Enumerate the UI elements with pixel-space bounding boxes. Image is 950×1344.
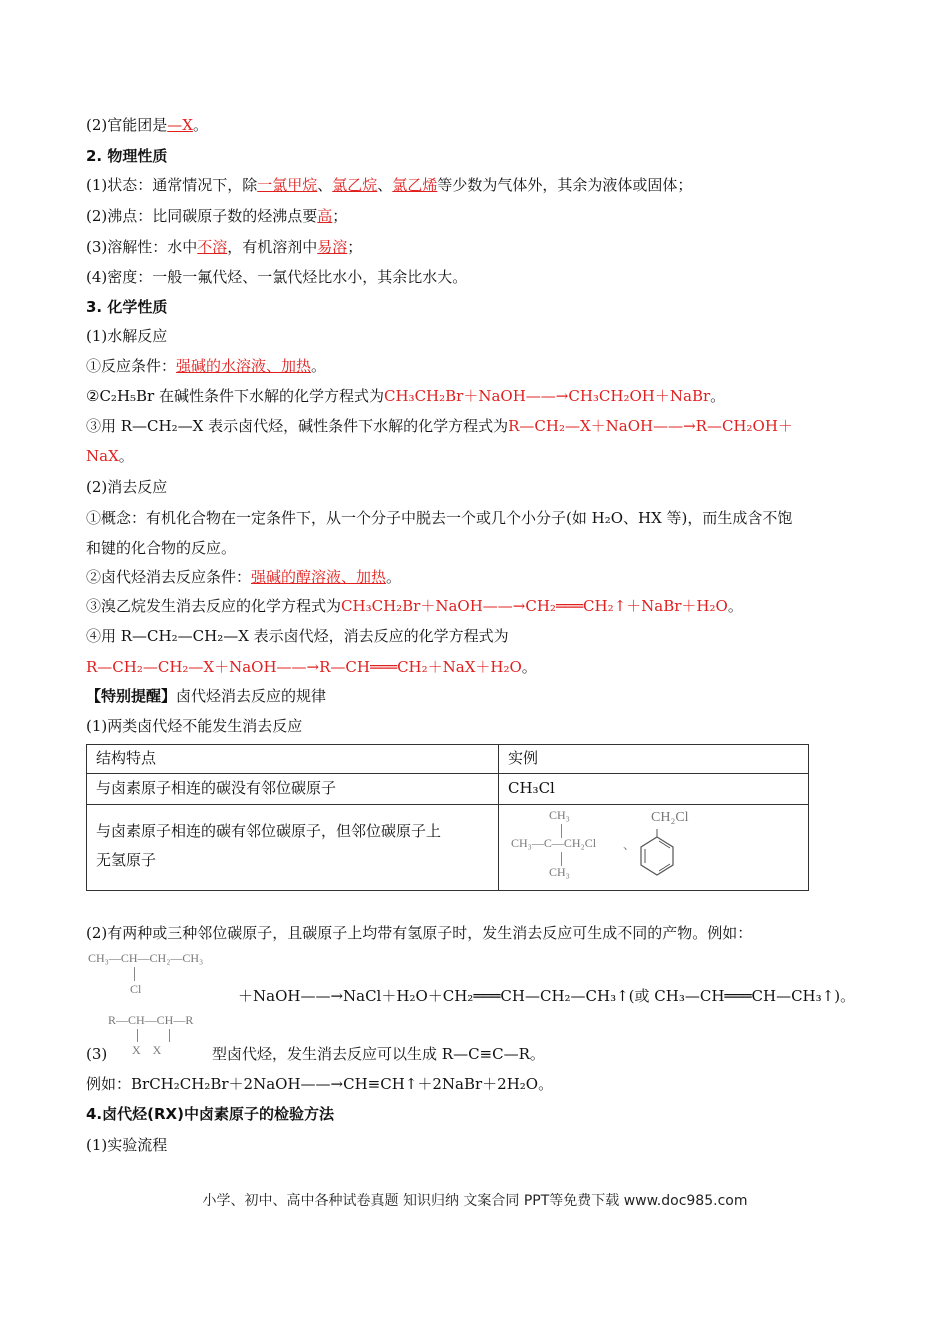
equation: CH₃CH₂Br＋NaOH——→CH₂═══CH₂↑＋NaBr＋H₂O xyxy=(341,597,728,615)
tip-item: (1)两类卤代烃不能发生消去反应 xyxy=(86,717,303,735)
concept-line-2: 和键的化合物的反应。 xyxy=(86,539,237,557)
structure-text: R—CH—CH—R xyxy=(108,1013,194,1027)
halogen-labels: X X xyxy=(132,1043,162,1057)
answer-blank: 一氯甲烷 xyxy=(257,176,318,194)
answer-blank: 高 xyxy=(317,207,333,225)
text: ③溴乙烷发生消去反应的化学方程式为 xyxy=(86,597,342,615)
bond xyxy=(561,852,562,866)
section-heading: 2. 物理性质 xyxy=(86,147,168,165)
answer-blank: 氯乙烯 xyxy=(392,176,438,194)
equation: R—CH₂—CH₂—X＋NaOH——→R—CH═══CH₂＋NaX＋H₂O xyxy=(86,658,522,676)
section-heading: 4.卤代烃(RX)中卤素原子的检验方法 xyxy=(86,1105,334,1123)
equation: R—CH₂—X＋NaOH——→R—CH₂OH＋ xyxy=(508,417,793,435)
equation: NaX xyxy=(86,447,119,465)
page-footer: 小学、初中、高中各种试卷真题 知识归纳 文案合同 PPT等免费下载 www.doc985.com xyxy=(202,1193,748,1209)
text: ； xyxy=(347,238,363,256)
text: ； xyxy=(332,207,348,225)
table-header: 结构特点 xyxy=(87,745,499,774)
elimination-title: (2)消去反应 xyxy=(86,478,168,496)
section-heading: 3. 化学性质 xyxy=(86,298,168,316)
density-line: (4)密度：一般一氟代烃、一氯代烃比水小，其余比水大。 xyxy=(86,268,468,286)
text: 。 xyxy=(192,116,208,134)
substituent-label: CH₂Cl xyxy=(651,810,689,825)
text: 。 xyxy=(710,387,726,405)
equation: CH₃CH₂Br＋NaOH——→CH₃CH₂OH＋NaBr xyxy=(384,387,711,405)
text: 等少数为气体外，其余为液体或固体； xyxy=(437,176,693,194)
functional-group-line xyxy=(86,114,208,136)
answer-blank: —X xyxy=(167,116,193,134)
text: (2)沸点：比同碳原子数的烃沸点要 xyxy=(86,207,318,225)
separator: 、 xyxy=(623,838,636,852)
text: ，有机溶剂中 xyxy=(227,238,318,256)
text: 、 xyxy=(377,176,393,194)
table-cell: CH₃Cl xyxy=(499,774,809,805)
benzene-ring-icon xyxy=(637,829,677,881)
bond xyxy=(169,1029,170,1042)
structure-text: CH₃—C—CH₂Cl xyxy=(511,836,597,850)
table-cell-structures xyxy=(499,805,809,891)
hydrolysis-general-cont xyxy=(86,445,134,467)
structure-text: CH₃—CH—CH₂—CH₃ xyxy=(88,951,204,965)
table-cell xyxy=(87,805,499,891)
answer-blank: 不溶 xyxy=(197,238,228,256)
bond xyxy=(134,967,135,981)
text: 无氢原子 xyxy=(96,851,157,869)
state-line xyxy=(86,174,692,196)
elimination-condition xyxy=(86,566,401,588)
hydrolysis-title: (1)水解反应 xyxy=(86,327,168,345)
tip-tag: 【特别提醒】 xyxy=(86,687,177,705)
answer-blank: 易溶 xyxy=(317,238,348,256)
text: ②卤代烃消去反应条件： xyxy=(86,568,252,586)
text: ②C₂H₅Br 在碱性条件下水解的化学方程式为 xyxy=(86,387,384,405)
text: 。 xyxy=(386,568,402,586)
answer-blank: 强碱的水溶液、加热 xyxy=(176,357,312,375)
boiling-line xyxy=(86,205,347,227)
rules-table xyxy=(86,744,809,891)
text: ③用 R—CH₂—X 表示卤代烃，碱性条件下水解的化学方程式为 xyxy=(86,417,509,435)
hydrolysis-equation xyxy=(86,385,725,407)
text: (1)状态：通常情况下，除 xyxy=(86,176,258,194)
text: 。 xyxy=(118,447,134,465)
text: (3)溶解性：水中 xyxy=(86,238,198,256)
text: 。 xyxy=(311,357,327,375)
equation: ＋NaOH——→NaCl＋H₂O＋CH₂═══CH—CH₂—CH₃↑(或 CH₃—CH═══CH—CH₃↑)。 xyxy=(238,987,856,1005)
hydrolysis-general xyxy=(86,415,793,437)
elimination-general: ④用 R—CH₂—CH₂—X 表示卤代烃，消去反应的化学方程式为 xyxy=(86,627,509,645)
text: 。 xyxy=(727,597,743,615)
table-header: 实例 xyxy=(499,745,809,774)
answer-blank: 氯乙烷 xyxy=(332,176,378,194)
item-number: (3) xyxy=(86,1045,108,1063)
elimination-general-eq xyxy=(86,656,537,678)
chlorine-label: Cl xyxy=(130,982,142,996)
bond xyxy=(137,1029,138,1042)
text: ①反应条件： xyxy=(86,357,177,375)
methyl-label: CH₃ xyxy=(549,865,570,879)
methyl-label: CH₃ xyxy=(549,808,570,822)
elimination-equation xyxy=(86,595,743,617)
rule-3-text: 型卤代烃，发生消去反应可以生成 R—C≡C—R。 xyxy=(212,1045,545,1063)
text: 、 xyxy=(317,176,333,194)
text: 。 xyxy=(521,658,537,676)
text: 与卤素原子相连的碳有邻位碳原子，但邻位碳原子上 xyxy=(96,822,442,840)
flow-title: (1)实验流程 xyxy=(86,1136,168,1154)
text: 卤代烃消去反应的规律 xyxy=(176,687,327,705)
tip-line xyxy=(86,685,326,707)
text: (2)官能团是 xyxy=(86,116,168,134)
hydrolysis-condition xyxy=(86,355,326,377)
table-cell: 与卤素原子相连的碳没有邻位碳原子 xyxy=(87,774,499,805)
concept-line: ①概念：有机化合物在一定条件下，从一个分子中脱去一个或几个小分子(如 H₂O、HX 等)，而生成含不饱 xyxy=(86,509,793,527)
solubility-line xyxy=(86,236,362,258)
example-line: 例如：BrCH₂CH₂Br＋2NaOH——→CH≡CH↑＋2NaBr＋2H₂O。 xyxy=(86,1075,554,1093)
answer-blank: 强碱的醇溶液、加热 xyxy=(251,568,387,586)
rule-2-line: (2)有两种或三种邻位碳原子，且碳原子上均带有氢原子时，发生消去反应可生成不同的产物。例如： xyxy=(86,924,753,942)
